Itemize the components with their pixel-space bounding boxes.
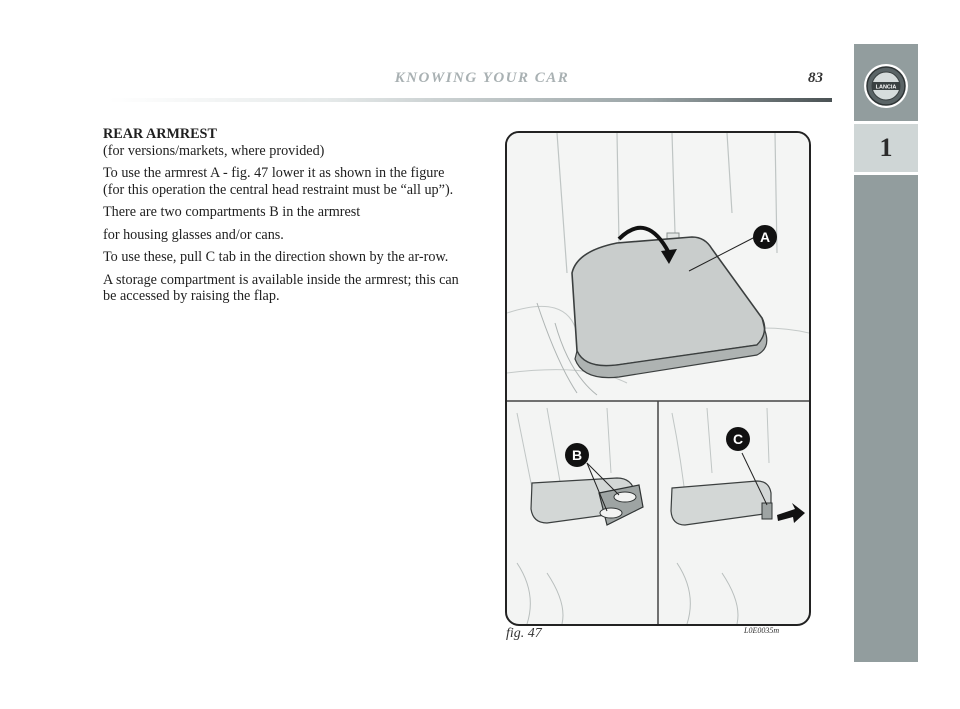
- paragraph-5: A storage compartment is available inside the armrest; this can be accessed by raising the flap.: [103, 271, 459, 304]
- section-subtitle: (for versions/markets, where provided): [103, 142, 325, 159]
- figure-caption: fig. 47: [506, 626, 542, 641]
- figure-code: L0E0035m: [744, 626, 780, 635]
- running-header-title: KNOWING YOUR CAR: [394, 70, 570, 86]
- lancia-logo: [862, 62, 910, 110]
- paragraph-4: To use these, pull C tab in the direction shown by the ar-row.: [103, 249, 449, 265]
- logo-text: LANCIA: [875, 84, 897, 91]
- cup-holder-panel: [517, 408, 643, 624]
- label-c: C: [732, 431, 744, 447]
- paragraph-2: There are two compartments B in the armrest: [103, 204, 361, 220]
- chapter-number-box: [854, 124, 918, 172]
- chapter-number: 1: [879, 133, 893, 162]
- armrest-top-panel: [507, 133, 809, 401]
- paragraph-3: for housing glasses and/or cans.: [103, 226, 284, 243]
- header-rule: [108, 98, 832, 102]
- section-title: REAR ARMREST: [103, 126, 217, 142]
- tab-pull-panel: [671, 408, 805, 624]
- label-b: B: [571, 447, 583, 463]
- side-tab-separator-bottom: [854, 172, 918, 175]
- page-number: 83: [808, 70, 823, 86]
- label-a: A: [759, 229, 771, 245]
- figure-47-illustration: [505, 131, 811, 626]
- section-text: [103, 126, 465, 305]
- paragraph-1: To use the armrest A - fig. 47 lower it as shown in the figure (for this operation the central head restraint must be “all up”).: [103, 165, 454, 198]
